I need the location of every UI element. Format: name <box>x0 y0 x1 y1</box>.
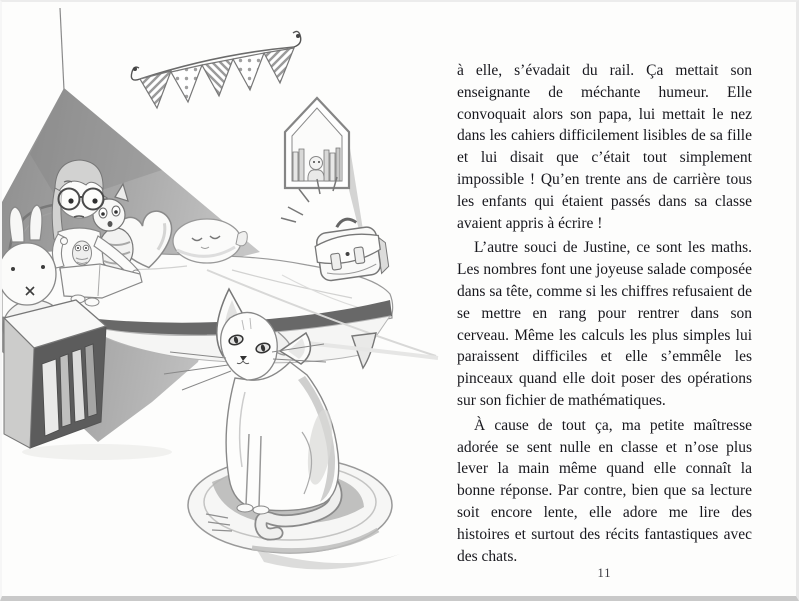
bunting-garland <box>131 31 300 108</box>
paragraph-3: À cause de tout ça, ma petite maîtresse adorée se sent nulle en classe et n’ose plus lever la main même quand elle connaît la bonne réponse. Par contre, bien que sa lecture soit encore lente, elle adore me lire des histoires et surtout des récits fantastiques avec des chats. <box>457 416 752 565</box>
text-column <box>457 60 752 570</box>
right-page <box>442 2 796 596</box>
paragraph-2: L’autre souci de Justine, ce sont les maths. Les nombres font une joyeuse salade composée dans sa tête, comme si les chiffres refusaient de se mettre en rang pour rentrer dans son cerveau. Même les calculs les plus simples lui paraissent difficiles et elle s’emmêle les pinceaux quand elle doit poser des opérations sur son fichier de mathématiques. <box>457 239 752 409</box>
owl-print <box>73 241 92 265</box>
paragraph-1: à elle, s’évadait du rail. Ça mettait son enseignante de méchante humeur. Elle convoquait alors son papa, lui mettait le nez dans les cahiers difficilement lisibles de sa fille et lui disait que c’était tout simplement impossible ! Qu’en trente ans de carrière tous les enfants qui étaient passés dans sa classe avaient appris à écrire ! <box>457 62 752 232</box>
bookshelf-nightstand <box>4 300 106 448</box>
bedroom-illustration <box>2 2 442 596</box>
left-page <box>2 2 442 596</box>
page-number: 11 <box>597 566 612 580</box>
